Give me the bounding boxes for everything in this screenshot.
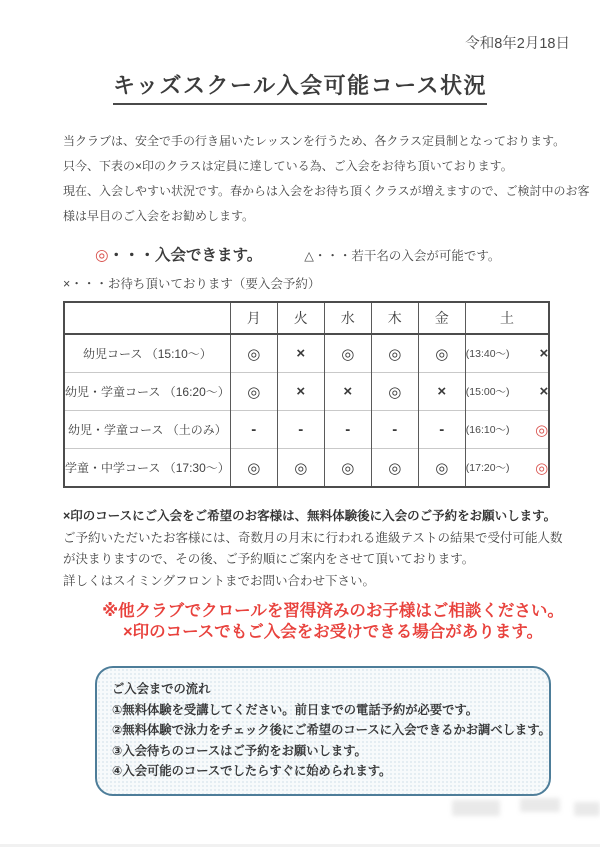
- table-header-row: [64, 302, 549, 334]
- table-row: [64, 449, 549, 488]
- legend-row-1: [95, 243, 600, 265]
- flow-box-title: ご入会までの流れ: [112, 682, 211, 696]
- day-header-thu: 木: [371, 302, 418, 334]
- saturday-cell: [465, 449, 549, 488]
- legend-available: [95, 243, 262, 265]
- scan-artifact: [574, 802, 600, 816]
- legend-available-label: ・・・入会できます。: [108, 247, 263, 264]
- notes-line: ご予約いただいたお客様には、奇数月の月末に行われる進級テストの結果で受付可能人数: [63, 530, 563, 545]
- availability-cell: ◎: [371, 373, 418, 411]
- page-title: キッズスクール入会可能コース状況: [113, 69, 487, 105]
- course-column-header: [64, 302, 230, 334]
- warning-line: ×印のコースでもご入会をお受けできる場合があります。: [123, 622, 543, 641]
- availability-cell: ◎: [230, 449, 277, 488]
- flow-step: ③入会待ちのコースはご予約をお願いします。: [112, 743, 367, 758]
- availability-cell: ◎: [277, 449, 324, 488]
- document-date: 令和8年2月18日: [465, 36, 570, 52]
- availability-cell: ◎: [418, 334, 465, 373]
- availability-cell: ◎: [418, 449, 465, 488]
- course-name: 学童・中学コース （17:30～）: [64, 449, 230, 488]
- saturday-cell: [465, 373, 549, 411]
- cross-icon: ×: [63, 277, 71, 291]
- title-wrap: [0, 69, 600, 105]
- flow-step: ②無料体験で泳力をチェック後にご希望のコースに入会できるかお調べします。: [112, 723, 551, 737]
- warning-line: ※他クラブでクロールを習得済みのお子様はご相談ください。: [102, 602, 564, 620]
- availability-cell: ×: [539, 345, 549, 362]
- legend-wait-label: ・・・お待ち頂いております（要入会予約）: [70, 277, 321, 291]
- enrollment-flow-box: [95, 666, 551, 796]
- saturday-time: (16:10～): [465, 424, 510, 436]
- table-row: [64, 373, 549, 411]
- saturday-cell: [465, 411, 549, 449]
- scan-artifact: [520, 798, 560, 812]
- availability-cell: -: [371, 411, 418, 449]
- availability-cell: ×: [277, 373, 324, 411]
- day-header-tue: 火: [277, 302, 324, 334]
- scan-edge-artifact: [0, 844, 600, 847]
- course-availability-table: [63, 301, 550, 488]
- availability-cell: ×: [418, 373, 465, 411]
- saturday-time: (13:40～): [465, 348, 510, 360]
- legend-row-2: [63, 274, 600, 292]
- table-row: [64, 334, 549, 373]
- availability-cell: ◎: [230, 334, 277, 373]
- availability-cell: ◎: [324, 449, 371, 488]
- flow-step: ④入会可能のコースでしたらすぐに始められます。: [112, 764, 392, 778]
- scan-artifact: [452, 800, 500, 816]
- notes-paragraph: [63, 506, 580, 592]
- availability-cell: ×: [277, 334, 324, 373]
- saturday-cell: [465, 334, 549, 373]
- red-warning: [0, 601, 600, 642]
- intro-line: 只今、下表の×印のクラスは定員に達している為、ご入会をお待ち頂いております。: [63, 159, 513, 173]
- notes-bold-line: ×印のコースにご入会をご希望のお客様は、無料体験後に入会のご予約をお願いします。: [63, 509, 557, 523]
- flow-step: ①無料体験を受講してください。前日までの電話予約が必要です。: [112, 702, 479, 717]
- saturday-time: (15:00～): [465, 386, 510, 398]
- availability-cell: ◎: [535, 459, 549, 477]
- legend-few-spots: [304, 246, 500, 264]
- course-name: 幼児コース （15:10～）: [83, 347, 212, 361]
- intro-paragraph: [63, 129, 590, 229]
- availability-cell: -: [277, 411, 324, 449]
- notes-line: が決まりますので、その後、ご予約順にご案内をさせて頂いております。: [63, 552, 475, 566]
- day-header-fri: 金: [418, 302, 465, 334]
- day-header-sat: 土: [465, 302, 549, 334]
- course-name: 幼児・学童コース （土のみ）: [64, 411, 230, 449]
- intro-line: 当クラブは、安全で手の行き届いたレッスンを行うため、各クラス定員制となっております。: [63, 134, 566, 148]
- availability-cell: ◎: [535, 421, 549, 439]
- availability-cell: -: [418, 411, 465, 449]
- intro-line: 様は早目のご入会をお勧めします。: [63, 209, 255, 223]
- availability-cell: -: [230, 411, 277, 449]
- availability-cell: ×: [324, 373, 371, 411]
- availability-cell: ◎: [371, 449, 418, 488]
- availability-cell: ×: [539, 383, 549, 400]
- availability-cell: ◎: [324, 334, 371, 373]
- saturday-time: (17:20～): [465, 462, 510, 474]
- intro-line: 現在、入会しやすい状況です。春からは入会をお待ち頂くクラスが増えますので、ご検討中のお客: [63, 184, 590, 198]
- notes-line: 詳しくはスイミングフロントまでお問い合わせ下さい。: [63, 573, 376, 588]
- day-header-wed: 水: [324, 302, 371, 334]
- double-circle-icon: ◎: [95, 247, 109, 264]
- availability-cell: ◎: [371, 334, 418, 373]
- legend-few-label: ・・・若干名の入会が可能です。: [313, 249, 501, 263]
- availability-cell: -: [324, 411, 371, 449]
- course-name: 幼児・学童コース （16:20～）: [64, 373, 230, 411]
- day-header-mon: 月: [230, 302, 277, 334]
- triangle-icon: △: [304, 249, 314, 263]
- table-row: [64, 411, 549, 449]
- availability-cell: ◎: [230, 373, 277, 411]
